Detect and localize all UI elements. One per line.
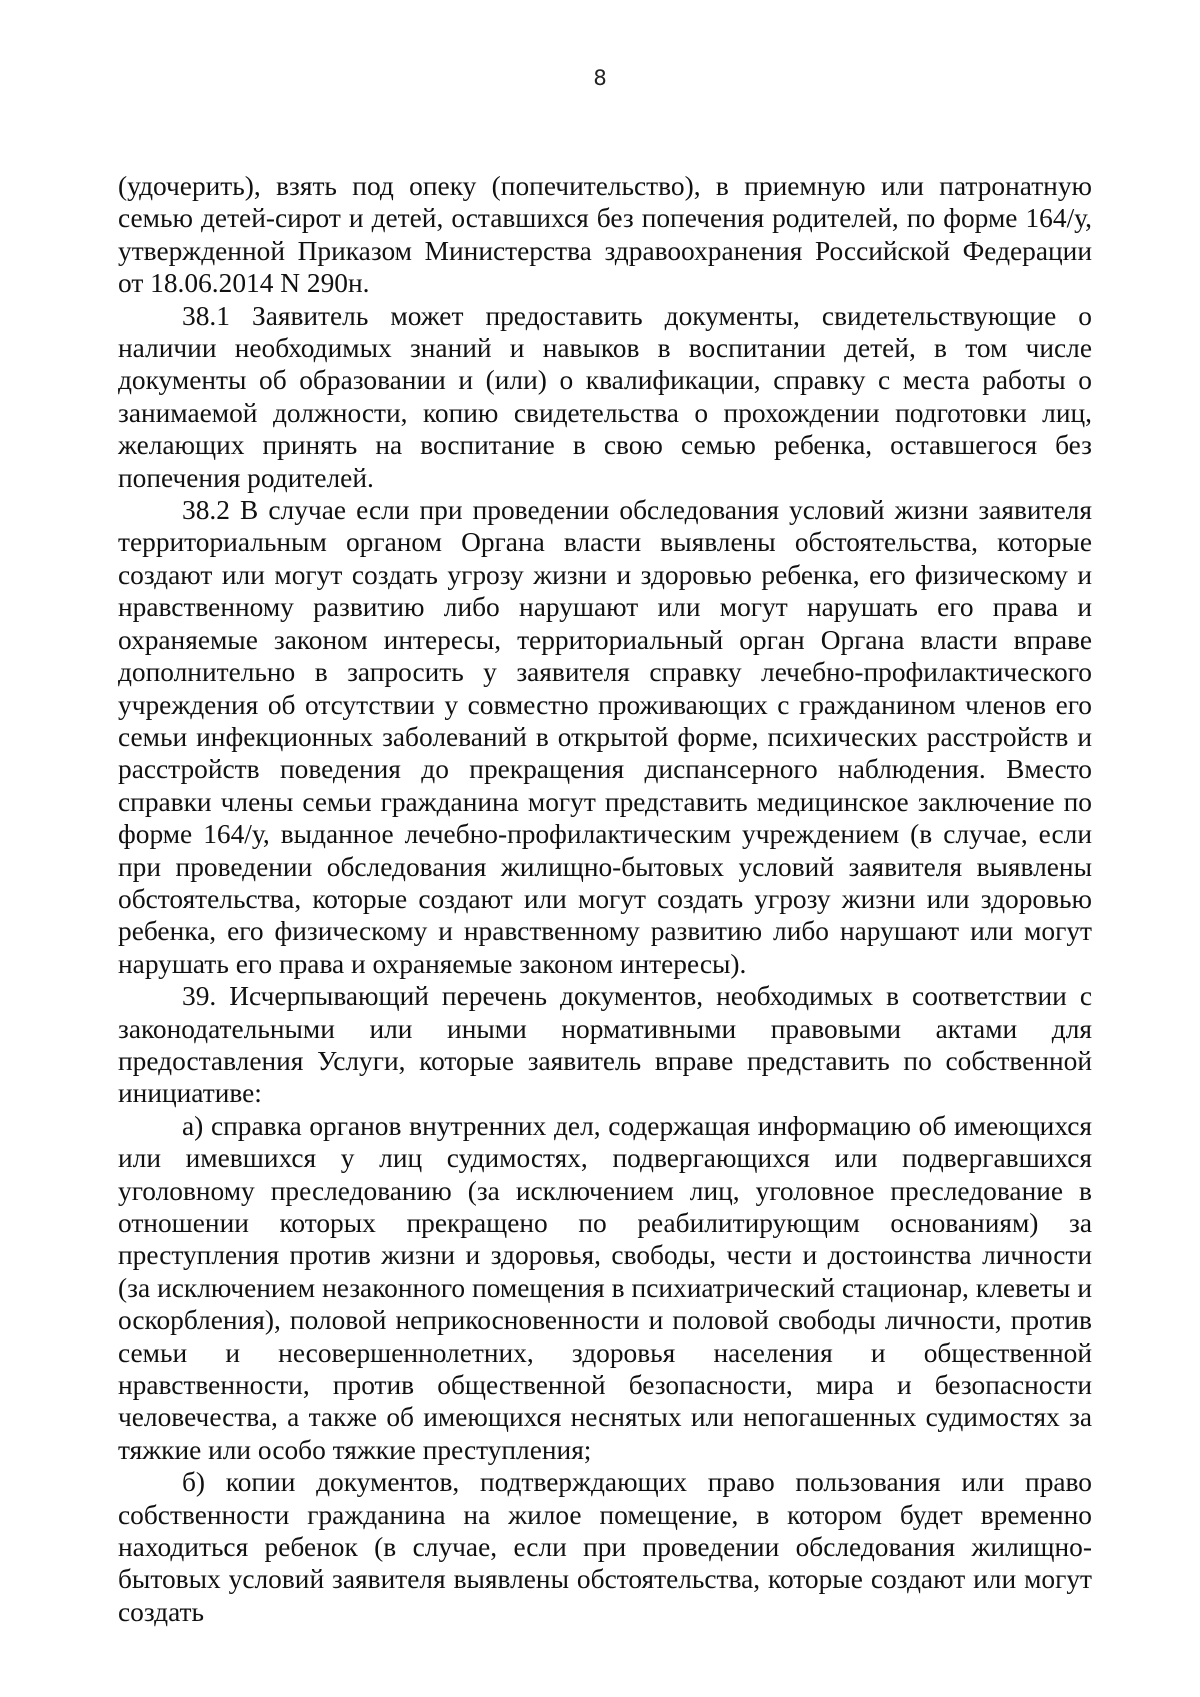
paragraph-39-b: б) копии документов, подтверждающих право пользования или право собственности гражданина на жилое помещение, в котором будет временно находиться ребенок (в случае, если при проведении обследования жилищно-бытовых условий заявителя выявлены обстоятельства, которые создают или могут создать (118, 1467, 1092, 1627)
paragraph-38-1: 38.1 Заявитель может предоставить документы, свидетельствующие о наличии необходимых знаний и навыков в воспитании детей, в том числе документы об образовании и (или) о квалификации, справку с места работы о занимаемой должности, копию свидетельства о прохождении подготовки лиц, желающих принять на воспитание в свою семью ребенка, оставшегося без попечения родителей. (118, 300, 1092, 493)
paragraph-38-2: 38.2 В случае если при проведении обследования условий жизни заявителя территориальным органом Органа власти выявлены обстоятельства, которые создают или могут создать угрозу жизни и здоровью ребенка, его физическому и нравственному развитию либо нарушают или могут нарушать его права и охраняемые законом интересы, территориальный орган Органа власти вправе дополнительно в запросить у заявителя справку лечебно-профилактического учреждения об отсутствии у совместно проживающих с гражданином членов его семьи инфекционных заболеваний в открытой форме, психических расстройств и расстройств поведения до прекращения диспансерного наблюдения. Вместо справки члены семьи гражданина могут представить медицинское заключение по форме 164/у, выданное лечебно-профилактическим учреждением (в случае, если при проведении обследования жилищно-бытовых условий заявителя выявлены обстоятельства, которые создают или могут создать угрозу жизни или здоровью ребенка, его физическому и нравственному развитию либо нарушают или могут нарушать его права и охраняемые законом интересы). (118, 495, 1092, 979)
page-number: 8 (593, 66, 607, 90)
paragraph-39-a: а) справка органов внутренних дел, содержащая информацию об имеющихся или имевшихся у лиц судимостях, подвергающихся или подвергавшихся уголовному преследованию (за исключением лиц, уголовное преследование в отношении которых прекращено по реабилитирующим основаниям) за преступления против жизни и здоровья, свободы, чести и достоинства личности (за исключением незаконного помещения в психиатрический стационар, клеветы и оскорбления), половой неприкосновенности и половой свободы личности, против семьи и несовершеннолетних, здоровья населения и общественной нравственности, против общественной безопасности, мира и безопасности человечества, а также об имеющихся неснятых или непогашенных судимостях за тяжкие или особо тяжкие преступления; (118, 1110, 1092, 1465)
paragraph-continuation: (удочерить), взять под опеку (попечительство), в приемную или патронатную семью детей-сирот и детей, оставшихся без попечения родителей, по форме 164/у, утвержденной Приказом Министерства здравоохранения Российской Федерации от 18.06.2014 N 290н. (118, 171, 1092, 299)
paragraph-39: 39. Исчерпывающий перечень документов, необходимых в соответствии с законодательными или иными нормативными правовыми актами для предоставления Услуги, которые заявитель вправе представить по собственной инициативе: (118, 981, 1092, 1109)
document-body (118, 170, 1092, 1628)
